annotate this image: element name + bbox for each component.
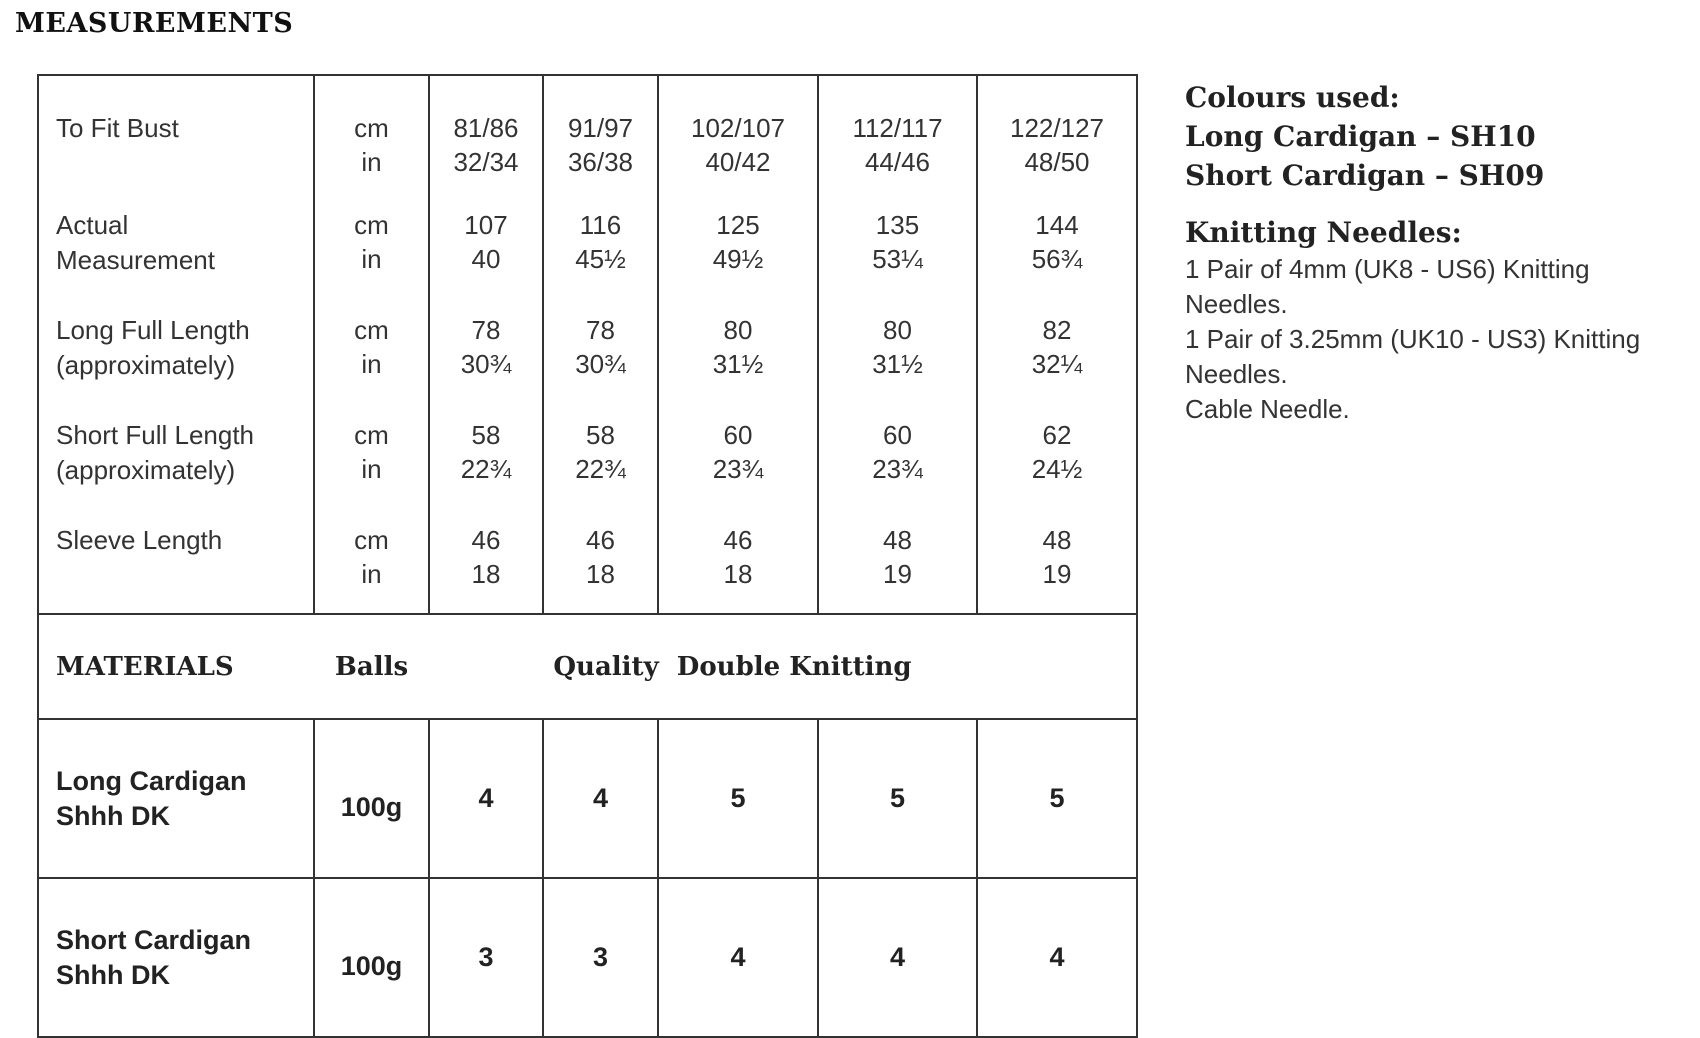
spec-table (37, 74, 1138, 1038)
row-label: Short Full Length (approximately) (56, 420, 255, 485)
value-cell: 58 22¾ (575, 420, 626, 484)
value-cell: 62 24½ (1031, 420, 1083, 484)
size-cell: 91/97 36/38 (567, 113, 634, 177)
measurement-row (38, 408, 1137, 513)
unit-cell: cm in (354, 420, 389, 484)
page-title: MEASUREMENTS (15, 8, 294, 39)
needles-line: Needles. (1185, 289, 1288, 319)
yarn-row (38, 719, 1137, 878)
materials-header-row (38, 614, 1137, 719)
measurement-row (38, 513, 1137, 614)
row-label: To Fit Bust (56, 113, 179, 143)
size-cell: 122/127 48/50 (1010, 113, 1104, 177)
value-cell: 135 53¼ (872, 210, 923, 274)
size-cell: 81/86 32/34 (453, 113, 519, 177)
needles-line: Cable Needle. (1185, 394, 1350, 424)
balls-cell: 4 (429, 719, 543, 878)
unit-cell: cm in (354, 315, 389, 379)
value-cell: 46 18 (471, 525, 501, 589)
value-cell: 78 30¾ (575, 315, 626, 379)
balls-cell: 3 (543, 878, 658, 1037)
value-cell: 80 31½ (712, 315, 764, 379)
value-cell: 46 18 (586, 525, 615, 589)
measurement-row (38, 303, 1137, 408)
unit-cell: cm in (354, 210, 389, 274)
balls-cell: 5 (658, 719, 818, 878)
materials-notes (1185, 78, 1695, 427)
colour-item: Long Cardigan – SH10 (1185, 120, 1536, 153)
value-cell: 58 22¾ (460, 420, 512, 484)
balls-cell: 5 (818, 719, 977, 878)
needles-line: 1 Pair of 3.25mm (UK10 - US3) Knitting (1185, 324, 1641, 354)
balls-cell: 4 (818, 878, 977, 1037)
measurement-row (38, 198, 1137, 303)
balls-cell: 3 (429, 878, 543, 1037)
value-cell: 46 18 (723, 525, 753, 589)
value-cell: 48 19 (1042, 525, 1072, 589)
row-label: Sleeve Length (56, 525, 223, 555)
value-cell: 80 31½ (872, 315, 923, 379)
unit-cell: cm in (354, 113, 389, 177)
row-label: Actual Measurement (56, 210, 215, 275)
materials-heading: MATERIALS (56, 651, 234, 682)
yarn-name: Long Cardigan Shhh DK (56, 765, 247, 831)
value-cell: 60 23¾ (712, 420, 764, 484)
row-label: Long Full Length (approximately) (56, 315, 250, 380)
needles-line: 1 Pair of 4mm (UK8 - US6) Knitting (1185, 254, 1590, 284)
needles-heading: Knitting Needles: (1185, 216, 1462, 249)
balls-label: Balls (334, 651, 409, 682)
value-cell: 116 45½ (575, 210, 626, 274)
colours-heading: Colours used: (1185, 81, 1400, 114)
value-cell: 48 19 (883, 525, 912, 589)
value-cell: 82 32¼ (1031, 315, 1083, 379)
value-cell: 107 40 (464, 210, 508, 274)
size-row (38, 75, 1137, 198)
yarn-row (38, 878, 1137, 1037)
value-cell: 78 30¾ (460, 315, 512, 379)
yarn-weight: 100g (314, 878, 429, 1037)
needles-line: Needles. (1185, 359, 1288, 389)
size-cell: 112/117 44/46 (852, 113, 943, 177)
quality-label: Quality Double Knitting (553, 651, 912, 682)
colour-item: Short Cardigan – SH09 (1185, 159, 1545, 192)
measurements-table (37, 74, 1136, 990)
balls-cell: 4 (658, 878, 818, 1037)
value-cell: 125 49½ (712, 210, 764, 274)
value-cell: 60 23¾ (872, 420, 923, 484)
yarn-weight: 100g (314, 719, 429, 878)
size-cell: 102/107 40/42 (691, 113, 785, 177)
yarn-name: Short Cardigan Shhh DK (56, 924, 252, 990)
balls-cell: 4 (543, 719, 658, 878)
balls-cell: 5 (977, 719, 1137, 878)
balls-cell: 4 (977, 878, 1137, 1037)
value-cell: 144 56¾ (1031, 210, 1083, 274)
unit-cell: cm in (354, 525, 389, 589)
